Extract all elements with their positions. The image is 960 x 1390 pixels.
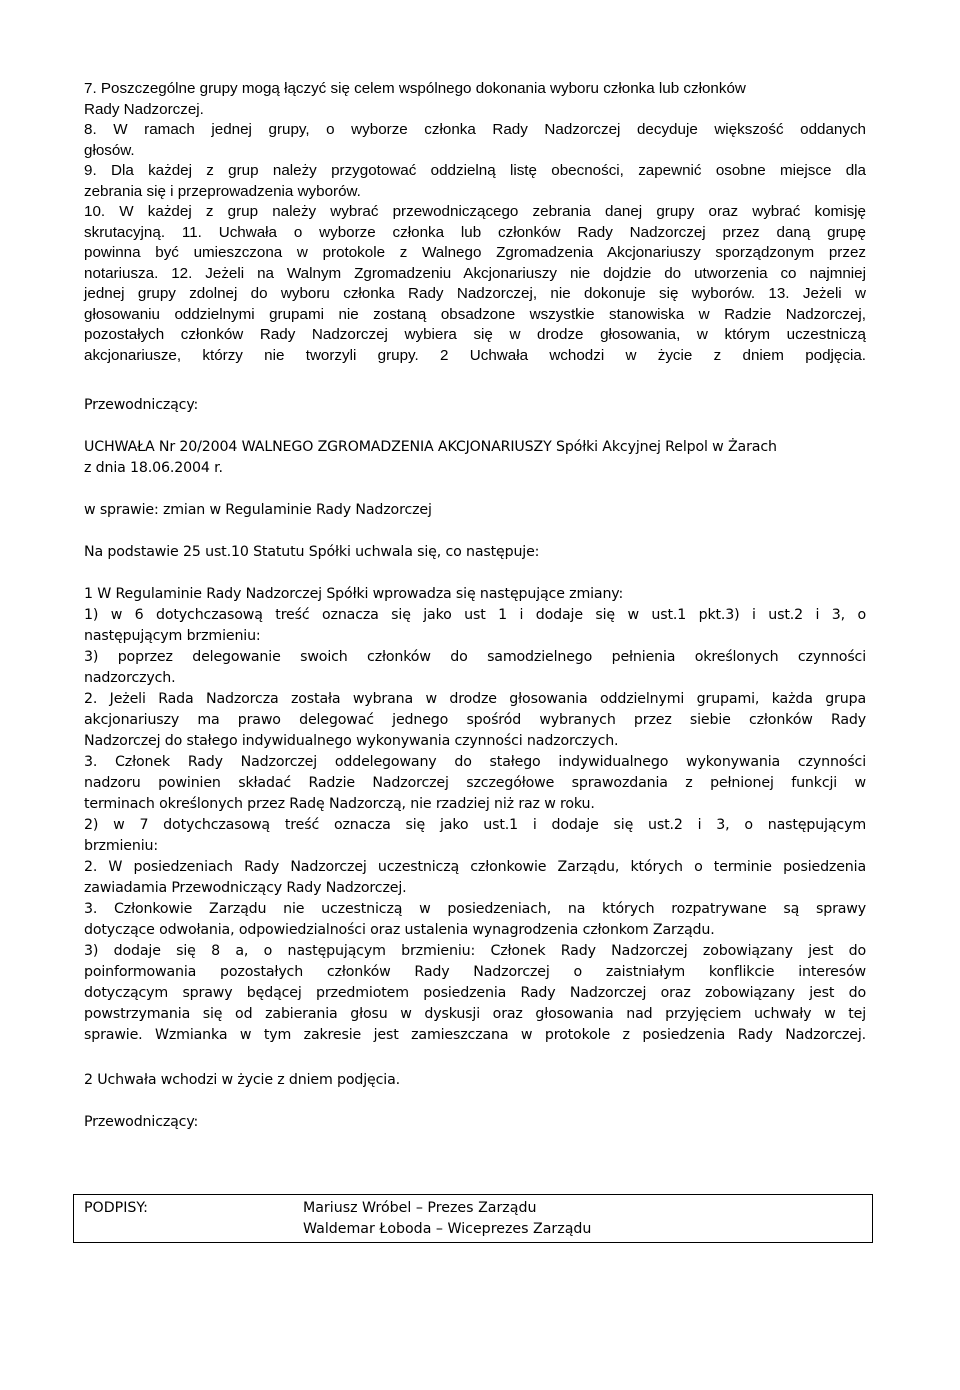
chairman-label-2 bbox=[84, 1112, 866, 1133]
basis-text: Na podstawie 25 ust.10 Statutu Spółki uchwala się, co następuje: bbox=[84, 544, 540, 560]
paragraph-line: 1) w 6 dotychczasową treść oznacza się jako ust 1 i dodaje się w ust.1 pkt.3) i ust.2 i 3, o bbox=[84, 607, 866, 623]
signatures-box bbox=[73, 1194, 873, 1243]
paragraph-line: terminach określonych przez Radę Nadzorczą, nie rzadziej niż raz w roku. bbox=[84, 796, 595, 812]
paragraph-line: sprawie. Wzmianka w tym zakresie jest zamieszczana w protokole z posiedzenia Rady Nadzorczej. bbox=[84, 1027, 866, 1043]
paragraph-line: 1 W Regulaminie Rady Nadzorczej Spółki wprowadza się następujące zmiany: bbox=[84, 586, 624, 602]
paragraph-line: zawiadamia Przewodniczący Rady Nadzorczej. bbox=[84, 880, 407, 896]
paragraph-line: jednej grupy zdolnej do wyboru członka Rady Nadzorczej, nie dokonuje się wyborów. 13. Jeżeli w bbox=[84, 285, 866, 302]
paragraph-line: 7. Poszczególne grupy mogą łączyć się celem wspólnego dokonania wyboru członka lub członków bbox=[84, 80, 746, 97]
paragraph-line: 8. W ramach jednej grupy, o wyborze członka Rady Nadzorczej decyduje większość oddanych bbox=[84, 121, 866, 138]
signatory-name: Mariusz Wróbel – Prezes Zarządu bbox=[303, 1200, 537, 1216]
paragraph-line: 2. Jeżeli Rada Nadzorcza została wybrana w drodze głosowania oddzielnymi grupami, każda grupa bbox=[84, 691, 866, 707]
legal-basis bbox=[84, 542, 866, 563]
paragraph-line: skrutacyjną. 11. Uchwała o wyborze członka lub członków Rady Nadzorczej przez daną grupę bbox=[84, 223, 866, 241]
paragraph-line: 3) poprzez delegowanie swoich członków do samodzielnego pełnienia określonych czynności bbox=[84, 649, 866, 665]
amendments bbox=[84, 584, 866, 1046]
title-line: UCHWAŁA Nr 20/2004 WALNEGO ZGROMADZENIA AKCJONARIUSZY Spółki Akcyjnej Relpol w Żarach bbox=[84, 439, 777, 455]
subject-text: w sprawie: zmian w Regulaminie Rady Nadzorczej bbox=[84, 502, 432, 518]
chairman-text: Przewodniczący: bbox=[84, 397, 199, 413]
effective-text: 2 Uchwała wchodzi w życie z dniem podjęcia. bbox=[84, 1072, 400, 1088]
paragraph-line: akcjonariusze, którzy nie tworzyli grupy. 2 Uchwała wchodzi w życie z dniem podjęcia. bbox=[84, 346, 866, 364]
paragraph-line: notariusza. 12. Jeżeli na Walnym Zgromadzeniu Akcjonariuszy nie dojdzie do utworzenia co najmniej bbox=[84, 264, 866, 282]
paragraph-line: brzmieniu: bbox=[84, 838, 158, 854]
paragraph-line: głosów. bbox=[84, 141, 135, 159]
regulation-points bbox=[84, 79, 866, 366]
paragraph-line: Rady Nadzorczej. bbox=[84, 100, 204, 118]
paragraph-line: powstrzymania się od zabierania głosu w dyskusji oraz głosowania nad przyjęciem uchwały w tej bbox=[84, 1006, 866, 1022]
paragraph-line: 3. Członek Rady Nadzorczej oddelegowany do stałego indywidualnego wykonywania czynności bbox=[84, 754, 866, 770]
paragraph-line: pozostałych członków Rady Nadzorczej wybiera się w drodze głosowania, w którym uczestniczą bbox=[84, 326, 866, 343]
resolution-title bbox=[84, 437, 866, 479]
paragraph-line: nadzorczych. bbox=[84, 670, 176, 686]
chairman-text: Przewodniczący: bbox=[84, 1114, 199, 1130]
signatures-label: PODPISY: bbox=[84, 1200, 148, 1216]
chairman-label-1 bbox=[84, 395, 866, 416]
resolution-subject bbox=[84, 500, 866, 521]
paragraph-line: poinformowania pozostałych członków Rady Nadzorczej o zaistniałym konflikcie interesów bbox=[84, 964, 866, 980]
paragraph-line: 2. W posiedzeniach Rady Nadzorczej uczestniczą członkowie Zarządu, których o terminie posiedzenia bbox=[84, 859, 866, 875]
paragraph-line: 9. Dla każdej z grup należy przygotować oddzielną listę obecności, zapewnić osobne miejsce dla bbox=[84, 162, 866, 179]
signatory-list bbox=[303, 1198, 591, 1240]
paragraph-line: 10. W każdej z grup należy wybrać przewodniczącego zebrania danej grupy oraz wybrać komisję bbox=[84, 203, 866, 220]
effective-clause bbox=[84, 1070, 866, 1091]
paragraph-line: nadzoru powinien składać Radzie Nadzorczej szczegółowe sprawozdania z pełnionej funkcji w bbox=[84, 775, 866, 791]
paragraph-line: 3) dodaje się 8 a, o następującym brzmieniu: Członek Rady Nadzorczej zobowiązany jest do bbox=[84, 943, 866, 959]
paragraph-line: 2) w 7 dotychczasową treść oznacza się jako ust.1 i dodaje się ust.2 i 3, o następującym bbox=[84, 817, 866, 833]
paragraph-line: zebrania się i przeprowadzenia wyborów. bbox=[84, 182, 361, 200]
paragraph-line: 3. Członkowie Zarządu nie uczestniczą w posiedzeniach, na których rozpatrywane są sprawy bbox=[84, 901, 866, 917]
signatory-name: Waldemar Łoboda – Wiceprezes Zarządu bbox=[303, 1221, 592, 1237]
paragraph-line: dotyczącym sprawy będącej przedmiotem posiedzenia Rady Nadzorczej oraz zobowiązany jest do bbox=[84, 985, 866, 1001]
paragraph-line: Nadzorczej do stałego indywidualnego wykonywania czynności nadzorczych. bbox=[84, 733, 619, 749]
paragraph-line: powinna być umieszczona w protokole z Walnego Zgromadzenia Akcjonariuszy sporządzonym przez bbox=[84, 244, 866, 261]
paragraph-line: następującym brzmieniu: bbox=[84, 628, 261, 644]
paragraph-line: głosowaniu oddzielnymi grupami nie zostaną obsadzone wszystkie stanowiska w Radzie Nadzorczej, bbox=[84, 305, 866, 323]
paragraph-line: akcjonariuszy ma prawo delegować jednego spośród wybranych przez siebie członków Rady bbox=[84, 712, 866, 728]
paragraph-line: dotyczące odwołania, odpowiedzialności oraz ustalenia wynagrodzenia członkom Zarządu. bbox=[84, 922, 715, 938]
title-line: z dnia 18.06.2004 r. bbox=[84, 460, 223, 476]
